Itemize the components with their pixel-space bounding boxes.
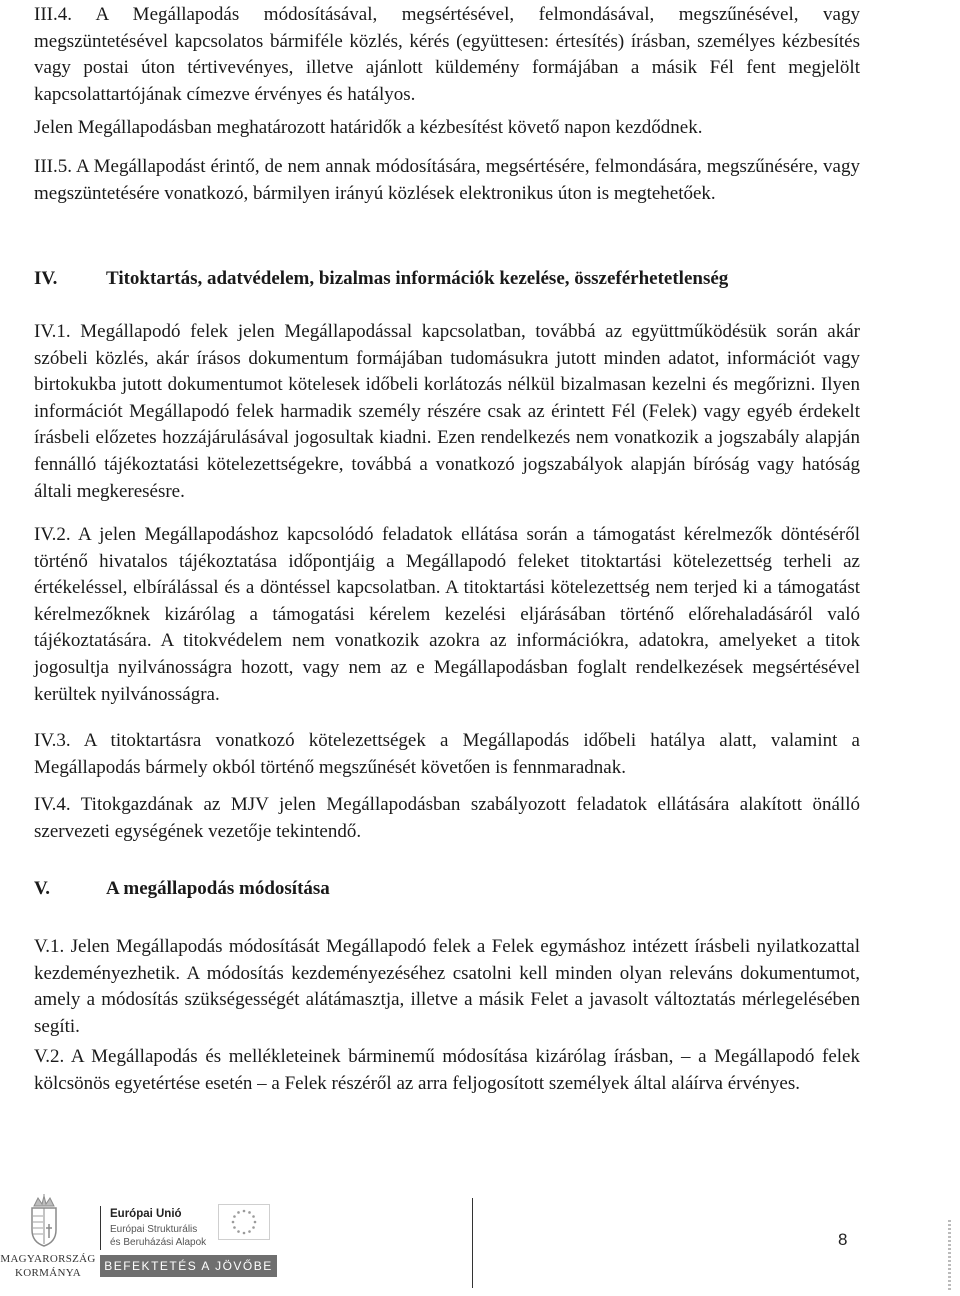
- page-number: 8: [838, 1230, 848, 1249]
- section-number: V.: [34, 878, 51, 899]
- eu-star: [254, 1221, 257, 1224]
- paragraph-III-4: III.4. A Megállapodás módosításával, megsértésével, felmondásával, megszűnésével, vagy megszüntetésével kapcsolatos bármiféle közlés, kérés (együttesen: értesítés) írásban, személyes kézbesítés vagy postai úton tértivevényes, illetve ajánlott küldemény formájában a másik Fél fent megjelölt kapcsolattartójának címezve érvényes és hatályos.: [34, 4, 860, 105]
- eu-subtitle-line1: Európai Strukturális: [110, 1224, 198, 1235]
- eu-star: [243, 1210, 246, 1213]
- footer-divider: [472, 1198, 473, 1288]
- eu-star: [232, 1221, 235, 1224]
- gov-label-line1: MAGYARORSZÁG: [0, 1253, 96, 1265]
- page-edge-mark: [948, 1220, 951, 1292]
- eu-star: [252, 1215, 255, 1218]
- paragraph-IV-3: IV.3. A titoktartásra vonatkozó kötelezettségek a Megállapodás időbeli hatálya alatt, valamint a Megállapodás bármely okból történő megszűnését követően is fennmaradnak.: [34, 730, 860, 778]
- government-logo-label: [0, 1252, 96, 1280]
- eu-flag-icon: [218, 1204, 270, 1240]
- page-footer: [0, 1180, 960, 1296]
- eu-star: [237, 1230, 240, 1233]
- gov-label-line2: KORMÁNYA: [15, 1267, 81, 1279]
- paragraph-V-1: V.1. Jelen Megállapodás módosítását Megállapodó felek a Felek egymáshoz intézett írásbeli nyilatkozattal kezdeményezhetik. A módosítás kezdeményezéséhez csatolni kell minden olyan releváns dokumentumot, amely a módosítás szükségességét alátámasztja, illetve a másik Felet a javasolt változtatás mérlegelésében segíti.: [34, 936, 860, 1037]
- paragraph-III-5: III.5. A Megállapodást érintő, de nem annak módosítására, megsértésére, felmondására, megszűnésére, vagy megszüntetésére vonatkozó, bármilyen irányú közlések elektronikus úton is megtehetőek.: [34, 156, 860, 204]
- eu-star: [248, 1230, 251, 1233]
- hungarian-coat-of-arms-icon: [24, 1194, 64, 1248]
- paragraph-IV-2: IV.2. A jelen Megállapodáshoz kapcsolódó feladatok ellátása során a támogatást kérelmezők döntéséről történő hivatalos tájékoztatása időpontjáig a Megállapodó feleket titoktartási kötelezettség terheli az értékeléssel, elbírálással és a döntéssel kapcsolatban. A titoktartási kötelezettség nem terjed ki a támogatást kérelmezőknek kizárólag a támogatási kérelem kezelési eljárásában történő előrehaladásáról való tájékoztatására. A titokvédelem nem vonatkozik azokra az információkra, adatokra, amelyeket a titok jogosultja nyilvánosságra hozott, vagy nem az e Megállapodásban foglalt rendelkezések megsértésével kerültek nyilvánosságra.: [34, 524, 860, 705]
- section-title: Titoktartás, adatvédelem, bizalmas információk kezelése, összeférhetetlenség: [106, 268, 729, 289]
- eu-star: [252, 1226, 255, 1229]
- section-title: A megállapodás módosítása: [106, 878, 330, 899]
- paragraph-IV-1: IV.1. Megállapodó felek jelen Megállapodással kapcsolatban, továbbá az együttműködésük során akár szóbeli közlés, akár írásos dokumentum formájában tudomásukra jutott minden adatot, információt vagy birtokukba jutott dokumentumot kötelesek időbeli korlátozás nélkül bizalmasan kezelni és megőrizni. Ilyen információt Megállapodó felek harmadik személy részére csak az érintett Fél (Felek) vagy egyéb érdekelt írásbeli előzetes hozzájárulásával jogosultak kiadni. Ezen rendelkezés nem vonatkozik a jogszabály alapján fennálló tájékoztatási kötelezettségekre, továbbá a vonatkozó jogszabályok alapján bíróság vagy hatóság általi megkeresésre.: [34, 321, 860, 502]
- eu-star: [237, 1211, 240, 1214]
- paragraph-III-4-deadlines: Jelen Megállapodásban meghatározott határidők a kézbesítést követő napon kezdődnek.: [34, 117, 703, 138]
- eu-subtitle-line2: és Beruházási Alapok: [110, 1237, 207, 1248]
- paragraph-V-2: V.2. A Megállapodás és mellékleteinek bárminemű módosítása kizárólag írásban, – a Megállapodó felek kölcsönös egyetértése esetén – a Felek részéről az arra feljogosított személyek által aláírva érvényes.: [34, 1046, 860, 1094]
- logo-divider: [100, 1206, 101, 1250]
- eu-star: [248, 1211, 251, 1214]
- eu-star: [233, 1215, 236, 1218]
- section-number: IV.: [34, 268, 58, 289]
- eu-star: [243, 1232, 246, 1235]
- eu-title: Európai Unió: [110, 1208, 182, 1220]
- paragraph-IV-4: IV.4. Titokgazdának az MJV jelen Megállapodásban szabályozott feladatok ellátására alakított önálló szervezeti egységének vezetője tekintendő.: [34, 794, 860, 842]
- section-heading-IV: [34, 268, 860, 290]
- investing-in-future-banner: BEFEKTETÉS A JÖVŐBE: [100, 1255, 277, 1277]
- eu-star: [233, 1226, 236, 1229]
- section-heading-V: [34, 878, 860, 900]
